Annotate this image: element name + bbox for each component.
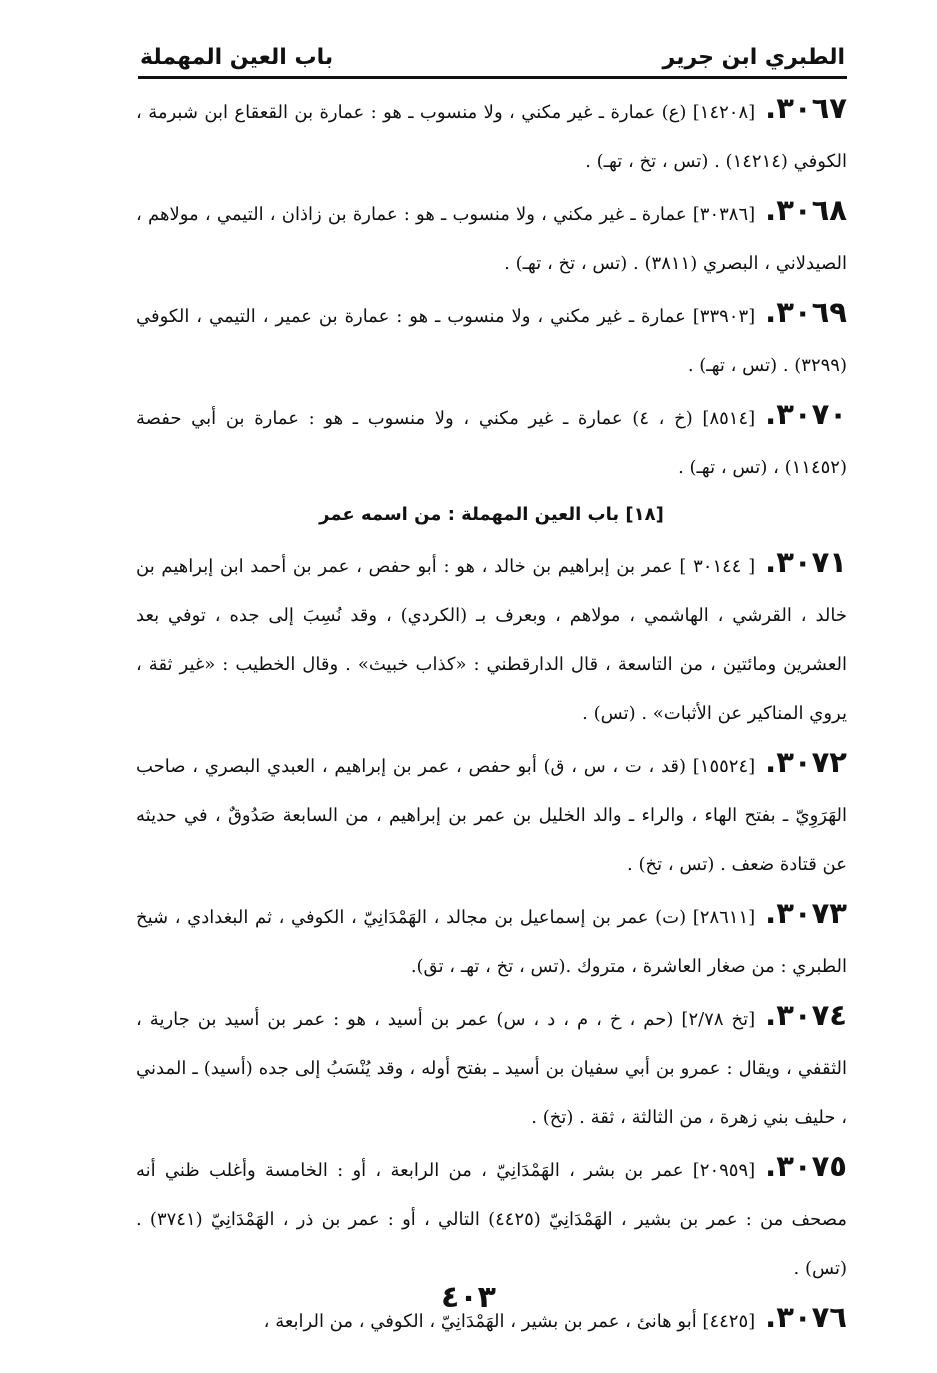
entry-number: ٣٠٧٥. bbox=[765, 1149, 847, 1183]
entry-3068 bbox=[136, 186, 847, 288]
page-body bbox=[136, 84, 847, 1346]
entry-number: ٣٠٧٤. bbox=[765, 998, 847, 1032]
entry-text: [٣٠٣٨٦] عمارة ـ غير مكني ، ولا منسوب ـ هو : عمارة بن زاذان ، التيمي ، مولاهم ، الصيدلاني ، البصري (٣٨١١) . (تس ، تخ ، تهـ) . bbox=[136, 204, 847, 274]
entry-3073 bbox=[136, 889, 847, 991]
entry-number: ٣٠٧٣. bbox=[765, 896, 847, 930]
header-chapter-title: باب العين المهملة bbox=[140, 45, 334, 70]
header-divider bbox=[138, 76, 847, 79]
entry-text: [٣٣٩٠٣] عمارة ـ غير مكني ، ولا منسوب ـ هو : عمارة بن عمير ، التيمي ، الكوفي (٣٢٩٩) . (تس ، تهـ) . bbox=[136, 306, 847, 376]
entry-text: [١٥٥٢٤] (قد ، ت ، س ، ق) أبو حفص ، عمر بن إبراهيم ، العبدي البصري ، صاحب الهَرَوِيّ ـ بفتح الهاء ، والراء ـ والد الخليل بن عمر بن إبراهيم ، من السابعة صَدُوقٌ ، في حديثه عن قتادة ضعف . (تس ، تخ) . bbox=[136, 756, 847, 875]
entry-text: [ ٣٠١٤٤ ] عمر بن إبراهيم بن خالد ، هو : أبو حفص ، عمر بن أحمد ابن إبراهيم بن خالد ، القرشي ، الهاشمي ، مولاهم ، وبعرف بـ (الكردي) ، وقد نُسِبَ إلى جده ، توفي بعد العشرين ومائتين ، من التاسعة ، قال الدارقطني : «كذاب خبيث» . وقال الخطيب : «غير ثقة ، يروي المناكير عن الأثبات» . (تس) . bbox=[136, 556, 847, 724]
entry-3075 bbox=[136, 1142, 847, 1293]
entry-number: ٣٠٦٧. bbox=[765, 91, 847, 125]
page-number: ٤٠٣ bbox=[441, 1280, 496, 1315]
entry-number: ٣٠٧١. bbox=[765, 545, 847, 579]
entry-text: [٨٥١٤] (خ ، ٤) عمارة ـ غير مكني ، ولا منسوب ـ هو : عمارة بن أبي حفصة (١١٤٥٢) ، (تس ، تهـ) . bbox=[136, 408, 847, 478]
entry-number: ٣٠٧٦. bbox=[765, 1300, 847, 1334]
entry-text: [٢٠٩٥٩] عمر بن بشر ، الهَمْدَانِيّ ، من الرابعة ، أو : الخامسة وأغلب ظني أنه مصحف من : عمر بن بشير ، الهَمْدَانِيّ (٤٤٢٥) التالي ، أو : عمر بن ذر ، الهَمْدَانِيّ (٣٧٤١) . (تس) . bbox=[136, 1160, 848, 1279]
entry-number: ٣٠٧٢. bbox=[765, 745, 847, 779]
entry-text: [٢٨٦١١] (ت) عمر بن إسماعيل بن مجالد ، الهَمْدَانِيّ ، الكوفي ، ثم البغدادي ، شيخ الطبري : من صغار العاشرة ، متروك .(تس ، تخ ، تهـ ، تق). bbox=[136, 907, 847, 977]
entry-number: ٣٠٧٠. bbox=[765, 397, 847, 431]
entry-text: [١٤٢٠٨] (ع) عمارة ـ غير مكني ، ولا منسوب ـ هو : عمارة بن القعقاع ابن شبرمة ، الكوفي (١٤٢١٤) . (تس ، تخ ، تهـ) . bbox=[136, 102, 847, 172]
entry-3072 bbox=[136, 738, 847, 889]
entry-number: ٣٠٦٩. bbox=[765, 295, 847, 329]
entry-text: [٤٤٢٥] أبو هانئ ، عمر بن بشير ، الهَمْدَانِيّ ، الكوفي ، من الرابعة ، bbox=[263, 1311, 756, 1332]
entry-3069 bbox=[136, 288, 847, 390]
entry-3071 bbox=[136, 538, 847, 738]
entry-3067 bbox=[136, 84, 847, 186]
entry-3074 bbox=[136, 991, 847, 1142]
entry-number: ٣٠٦٨. bbox=[765, 193, 847, 227]
running-header bbox=[140, 30, 845, 70]
header-book-title: الطبري ابن جرير bbox=[662, 45, 845, 70]
entry-text: [تخ ٢/٧٨] (حم ، خ ، م ، د ، س) عمر بن أسيد ، هو : عمر بن أسيد بن جارية ، الثقفي ، ويقال : عمرو بن أبي سفيان بن أسيد ـ بفتح أوله ، وقد يُنْسَبُ إلى جده (أسيد) ـ المدني ، حليف بني زهرة ، من الثالثة ، ثقة . (تخ) . bbox=[136, 1009, 847, 1128]
section-heading: [١٨] باب العين المهملة : من اسمه عمر bbox=[319, 504, 664, 525]
entry-3070 bbox=[136, 390, 847, 492]
